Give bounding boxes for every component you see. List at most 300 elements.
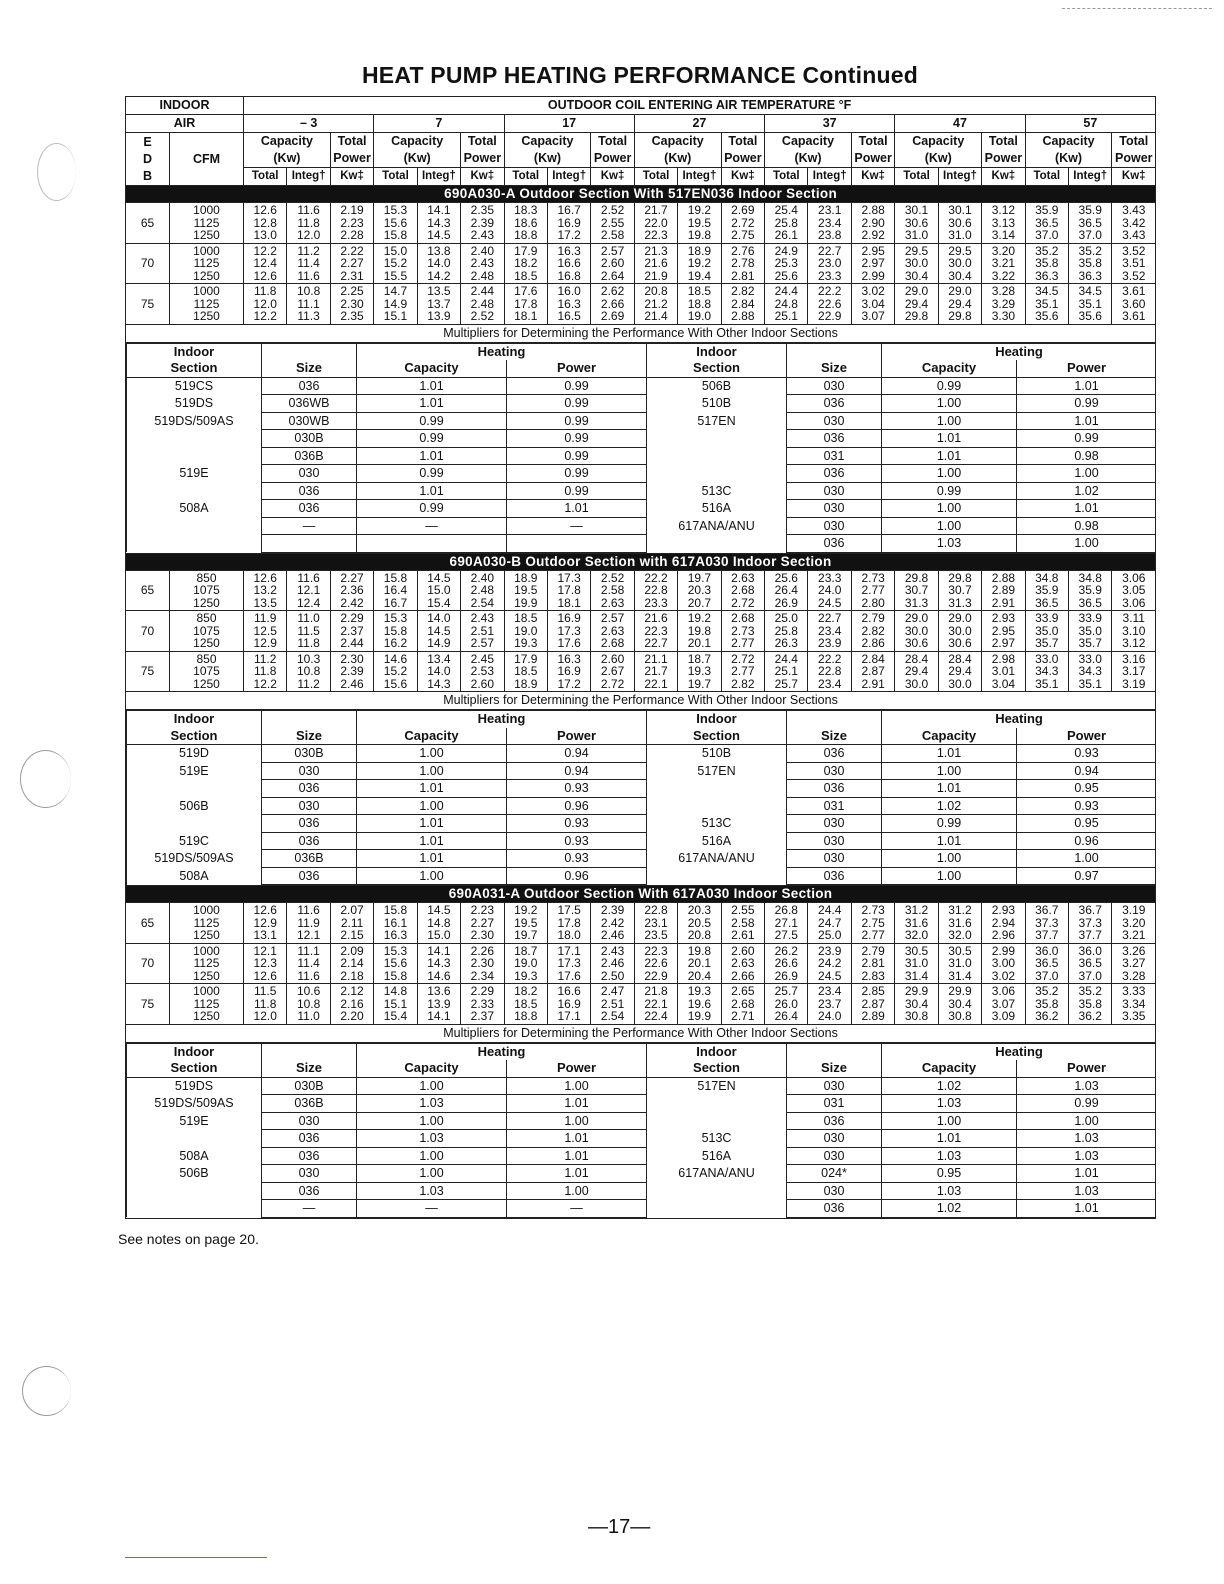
performance-values	[1112, 651, 1156, 692]
performance-value: 2.57	[600, 611, 625, 625]
multiplier-value: 030	[262, 1112, 357, 1130]
performance-value: 15.8	[383, 968, 408, 983]
performance-value: 2.62	[600, 284, 625, 298]
performance-values	[461, 611, 504, 652]
performance-value: 25.0	[774, 611, 798, 625]
performance-value: 15.3	[383, 943, 408, 958]
performance-value: 30.6	[948, 215, 972, 230]
performance-value: 2.30	[470, 928, 494, 942]
multiplier-value: 036	[787, 465, 882, 483]
multiplier-value: 1.01	[1017, 1200, 1156, 1218]
data-row	[126, 284, 1156, 325]
cfm-value: 1250	[193, 268, 220, 283]
mult-header-blank	[787, 711, 882, 728]
performance-value: 2.78	[731, 256, 755, 270]
performance-value: 19.4	[687, 268, 712, 283]
performance-value: 30.4	[904, 268, 929, 283]
performance-value: 14.9	[383, 296, 408, 311]
performance-values	[504, 943, 547, 984]
performance-value: 25.6	[774, 268, 798, 283]
performance-value: 11.0	[297, 611, 320, 625]
performance-value: 23.5	[644, 928, 668, 942]
multiplier-value: 036	[262, 832, 357, 850]
multiplier-value: 030	[787, 1147, 882, 1165]
performance-value: 35.0	[1078, 623, 1102, 638]
performance-value: 2.27	[340, 256, 364, 270]
performance-value: 22.3	[644, 943, 668, 958]
performance-values	[721, 984, 764, 1025]
multiplier-value: 1.01	[882, 780, 1017, 798]
performance-value: 16.7	[557, 203, 581, 217]
multiplier-value	[262, 535, 357, 553]
section-band-title: 690A030-A Outdoor Section With 517EN036 Indoor Section	[126, 186, 1156, 203]
performance-value: 2.33	[470, 996, 494, 1011]
performance-value: 18.7	[687, 651, 712, 666]
performance-values	[244, 903, 287, 944]
performance-value: 12.1	[253, 943, 277, 958]
performance-values	[895, 984, 938, 1025]
performance-values	[417, 903, 460, 944]
performance-value: 2.75	[731, 228, 755, 242]
multiplier-value: 1.00	[882, 517, 1017, 535]
performance-value: 23.4	[818, 984, 842, 998]
multipliers-table-cell	[126, 342, 1156, 553]
performance-values	[721, 570, 764, 611]
performance-value: 15.4	[427, 595, 451, 610]
multiplier-value: 0.99	[882, 377, 1017, 395]
multipliers-table	[126, 710, 1156, 885]
multiplier-value: —	[507, 517, 647, 535]
performance-value: 2.22	[340, 243, 364, 258]
performance-value: 22.8	[644, 583, 668, 597]
header-kw-label: (Kw)	[533, 151, 561, 165]
performance-value: 2.98	[991, 651, 1016, 666]
performance-value: 2.26	[470, 943, 494, 958]
performance-values	[374, 570, 417, 611]
header-row-subcolumns	[126, 168, 1156, 186]
performance-value: 29.4	[948, 664, 972, 678]
performance-value: 3.14	[991, 228, 1016, 242]
section-band-row	[126, 553, 1156, 570]
performance-value: 25.8	[774, 623, 798, 638]
performance-values	[1025, 203, 1068, 244]
performance-values	[895, 943, 938, 984]
performance-value: 2.39	[340, 664, 364, 678]
performance-value: 2.34	[470, 968, 494, 983]
performance-values	[895, 284, 938, 325]
performance-value: 29.8	[948, 309, 972, 323]
performance-value: 13.2	[253, 583, 277, 597]
multiplier-row	[127, 395, 1156, 413]
multiplier-value: 1.02	[882, 797, 1017, 815]
multiplier-row	[127, 745, 1156, 763]
multiplier-value: 0.99	[507, 430, 647, 448]
multiplier-row	[127, 1130, 1156, 1148]
performance-value: 29.9	[904, 984, 929, 998]
performance-value: 14.8	[427, 915, 451, 930]
performance-value: 14.3	[427, 956, 451, 970]
scan-bottom-line	[125, 1557, 267, 1558]
performance-value: 18.8	[687, 296, 712, 311]
performance-value: 12.1	[296, 583, 321, 597]
multiplier-value: 1.01	[357, 832, 507, 850]
performance-values	[634, 943, 677, 984]
performance-value: 28.4	[904, 651, 929, 666]
cfm-value: 1125	[193, 996, 220, 1011]
performance-values	[244, 243, 287, 284]
multiplier-value: 1.01	[507, 1165, 647, 1183]
header-total-power	[1112, 133, 1156, 168]
performance-value: 2.53	[470, 664, 494, 678]
performance-values	[895, 611, 938, 652]
performance-values	[287, 651, 330, 692]
cfm-value: 1250	[193, 928, 220, 942]
performance-value: 19.9	[514, 595, 538, 610]
header-kw-label: (Kw)	[794, 151, 822, 165]
cfm-value: 1000	[193, 243, 220, 258]
performance-value: 3.09	[991, 1009, 1016, 1023]
multiplier-value	[507, 535, 647, 553]
performance-value: 2.40	[470, 243, 494, 258]
performance-value: 3.60	[1122, 296, 1146, 311]
performance-values	[374, 903, 417, 944]
performance-value: 3.34	[1122, 996, 1146, 1011]
multiplier-value: 1.03	[882, 535, 1017, 553]
performance-values	[765, 284, 808, 325]
performance-values	[504, 984, 547, 1025]
multiplier-value: 510B	[647, 745, 787, 763]
mult-header-section: Section	[127, 728, 262, 745]
multiplier-value: 508A	[127, 1147, 262, 1165]
mult-header-indoor: Indoor	[127, 1043, 262, 1060]
performance-values	[287, 984, 330, 1025]
performance-value: 2.88	[861, 203, 885, 217]
multiplier-value: 1.00	[882, 867, 1017, 885]
performance-value: 2.63	[600, 623, 625, 638]
multiplier-value: 030	[787, 482, 882, 500]
performance-value: 36.0	[1035, 943, 1059, 958]
performance-values	[721, 903, 764, 944]
multiplier-value: 1.01	[1017, 1165, 1156, 1183]
performance-value: 2.68	[731, 611, 755, 625]
header-sub-integrated: Integ†	[287, 168, 330, 186]
multiplier-value	[647, 447, 787, 465]
performance-value: 11.1	[297, 943, 320, 958]
performance-value: 2.42	[340, 595, 364, 610]
performance-value: 30.0	[904, 256, 929, 270]
cfm-values	[170, 203, 244, 244]
performance-value: 17.9	[514, 243, 538, 258]
multiplier-value	[127, 1200, 262, 1218]
performance-values	[330, 570, 373, 611]
multipliers-title: Multipliers for Determining the Performance With Other Indoor Sections	[126, 692, 1156, 710]
performance-value: 12.8	[253, 215, 277, 230]
performance-values	[504, 570, 547, 611]
multiplier-value: 519DS/509AS	[127, 412, 262, 430]
performance-value: 19.5	[687, 215, 712, 230]
performance-value: 24.4	[774, 284, 798, 298]
header-temp-2: 17	[504, 115, 634, 133]
performance-value: 20.3	[687, 903, 712, 917]
multiplier-value: 1.03	[882, 1147, 1017, 1165]
performance-values	[547, 570, 590, 611]
performance-value: 3.13	[991, 215, 1016, 230]
performance-value: 19.2	[687, 611, 712, 625]
multiplier-value: 1.00	[357, 762, 507, 780]
multiplier-value: 519DS/509AS	[127, 1095, 262, 1113]
edb-value: 65	[126, 570, 170, 611]
performance-value: 3.29	[991, 296, 1016, 311]
performance-value: 3.06	[991, 984, 1016, 998]
performance-values	[461, 570, 504, 611]
performance-value: 34.5	[1035, 284, 1059, 298]
performance-values	[721, 651, 764, 692]
performance-value: 30.6	[904, 215, 929, 230]
multiplier-value: 617ANA/ANU	[647, 1165, 787, 1183]
performance-values	[374, 284, 417, 325]
performance-values	[244, 651, 287, 692]
performance-value: 17.6	[557, 968, 581, 983]
performance-value: 23.4	[818, 623, 842, 638]
performance-value: 2.93	[991, 903, 1016, 917]
performance-value: 18.5	[687, 284, 712, 298]
cfm-value: 1125	[193, 915, 220, 930]
performance-values	[287, 284, 330, 325]
performance-value: 2.72	[731, 595, 755, 610]
performance-value: 17.8	[557, 583, 581, 597]
performance-value: 19.3	[514, 636, 538, 650]
performance-value: 2.94	[991, 915, 1016, 930]
performance-values	[547, 943, 590, 984]
mult-header-indoor: Indoor	[647, 343, 787, 360]
multiplier-value	[127, 815, 262, 833]
performance-value: 3.06	[1122, 570, 1146, 585]
performance-value: 12.0	[253, 1009, 277, 1023]
mult-header-capacity: Capacity	[357, 360, 507, 377]
multiplier-value	[127, 482, 262, 500]
multiplier-value: 1.00	[357, 745, 507, 763]
performance-value: 2.18	[340, 968, 364, 983]
performance-values	[417, 611, 460, 652]
multiplier-value: 1.02	[882, 1200, 1017, 1218]
mult-header-capacity: Capacity	[357, 728, 507, 745]
performance-value: 18.3	[514, 203, 538, 217]
header-sub-total: Total	[244, 168, 287, 186]
multiplier-value	[647, 430, 787, 448]
multiplier-value: 030	[787, 1182, 882, 1200]
performance-value: 36.7	[1035, 903, 1059, 917]
header-total-label: Total	[1119, 134, 1149, 148]
performance-value: 2.72	[731, 215, 755, 230]
performance-values	[1069, 243, 1112, 284]
performance-values	[808, 903, 851, 944]
performance-value: 22.7	[644, 636, 668, 650]
performance-value: 19.0	[514, 623, 538, 638]
multiplier-value: 031	[787, 447, 882, 465]
multiplier-value	[647, 867, 787, 885]
performance-values	[547, 903, 590, 944]
performance-value: 21.4	[644, 309, 668, 323]
performance-value: 36.7	[1078, 903, 1102, 917]
header-sub-total: Total	[504, 168, 547, 186]
performance-value: 2.14	[340, 956, 364, 970]
performance-values	[244, 203, 287, 244]
multiplier-value: 1.00	[357, 1077, 507, 1095]
performance-value: 37.0	[1078, 968, 1102, 983]
performance-value: 36.3	[1078, 268, 1102, 283]
multipliers-header-row	[127, 728, 1156, 745]
header-sub-total: Total	[634, 168, 677, 186]
performance-value: 2.89	[861, 1009, 885, 1023]
performance-value: 2.91	[861, 676, 885, 691]
performance-values	[244, 284, 287, 325]
performance-value: 17.1	[557, 1009, 581, 1023]
performance-value: 3.28	[1122, 968, 1146, 983]
header-row-temperatures	[126, 115, 1156, 133]
performance-values	[504, 284, 547, 325]
multiplier-value: 1.01	[357, 377, 507, 395]
edb-value: 75	[126, 284, 170, 325]
multiplier-value: 1.03	[882, 1095, 1017, 1113]
multiplier-value: 1.03	[357, 1095, 507, 1113]
performance-value: 15.3	[383, 611, 408, 625]
performance-value: 19.2	[514, 903, 538, 917]
multiplier-value: 1.01	[507, 500, 647, 518]
performance-value: 14.5	[427, 570, 451, 585]
performance-value: 2.44	[340, 636, 364, 650]
performance-value: 3.07	[861, 309, 885, 323]
multiplier-value	[647, 797, 787, 815]
performance-value: 19.9	[687, 1009, 712, 1023]
multiplier-value	[647, 535, 787, 553]
performance-value: 21.7	[644, 203, 668, 217]
performance-values	[938, 903, 981, 944]
performance-value: 2.91	[991, 595, 1016, 610]
performance-value: 15.0	[427, 928, 451, 942]
multiplier-value: 030	[787, 850, 882, 868]
performance-values	[765, 943, 808, 984]
performance-value: 29.9	[948, 984, 972, 998]
performance-values	[895, 903, 938, 944]
performance-value: 10.8	[296, 664, 321, 678]
performance-value: 19.8	[687, 228, 712, 242]
performance-value: 18.6	[514, 215, 538, 230]
performance-value: 35.1	[1078, 676, 1102, 691]
performance-value: 26.4	[774, 583, 798, 597]
performance-values	[982, 903, 1025, 944]
performance-values	[851, 243, 894, 284]
multiplier-value: 508A	[127, 500, 262, 518]
multipliers-header-row	[127, 1043, 1156, 1060]
performance-value: 15.2	[383, 664, 408, 678]
multipliers-table	[126, 343, 1156, 553]
performance-values	[591, 611, 634, 652]
performance-value: 2.20	[340, 1009, 364, 1023]
performance-value: 29.0	[904, 284, 929, 298]
performance-value: 2.60	[470, 676, 494, 691]
performance-value: 3.43	[1122, 228, 1146, 242]
performance-value: 11.9	[297, 915, 320, 930]
performance-value: 12.6	[253, 203, 277, 217]
performance-value: 2.88	[731, 309, 755, 323]
performance-value: 37.3	[1035, 915, 1059, 930]
performance-value: 2.43	[600, 943, 625, 958]
performance-values	[1069, 203, 1112, 244]
multiplier-value: 617ANA/ANU	[647, 850, 787, 868]
performance-value: 3.21	[1122, 928, 1146, 942]
performance-values	[808, 943, 851, 984]
multiplier-value: —	[507, 1200, 647, 1218]
performance-value: 2.29	[340, 611, 364, 625]
multiplier-value: 030	[787, 500, 882, 518]
performance-value: 16.1	[383, 915, 408, 930]
performance-value: 2.07	[340, 903, 364, 917]
header-sub-integrated: Integ†	[938, 168, 981, 186]
performance-values	[938, 570, 981, 611]
mult-header-power: Power	[507, 728, 647, 745]
performance-value: 12.9	[253, 915, 277, 930]
performance-value: 19.3	[687, 984, 712, 998]
performance-value: 35.2	[1078, 984, 1102, 998]
performance-value: 25.4	[774, 203, 798, 217]
performance-value: 22.3	[644, 623, 668, 638]
performance-value: 2.81	[861, 956, 885, 970]
mult-header-blank	[787, 343, 882, 360]
performance-values	[765, 903, 808, 944]
performance-values	[330, 651, 373, 692]
performance-value: 19.2	[687, 203, 712, 217]
multiplier-value: 0.93	[507, 832, 647, 850]
performance-values	[808, 570, 851, 611]
performance-value: 15.0	[427, 583, 451, 597]
performance-value: 35.8	[1078, 996, 1102, 1011]
performance-value: 16.3	[383, 928, 408, 942]
cfm-value: 1000	[193, 203, 220, 217]
performance-value: 3.42	[1122, 215, 1146, 230]
header-capacity	[504, 133, 591, 168]
performance-value: 21.1	[644, 651, 668, 666]
multiplier-row	[127, 815, 1156, 833]
performance-value: 22.8	[818, 664, 842, 678]
cfm-value: 1075	[193, 583, 220, 597]
performance-values	[374, 203, 417, 244]
performance-value: 34.5	[1078, 284, 1102, 298]
performance-value: 24.5	[818, 595, 842, 610]
multipliers-table-cell	[126, 710, 1156, 886]
performance-value: 16.9	[557, 611, 581, 625]
multiplier-value: 0.99	[1017, 395, 1156, 413]
performance-value: 23.8	[818, 228, 842, 242]
cfm-value: 1250	[193, 636, 220, 650]
performance-values	[374, 243, 417, 284]
multiplier-value: 513C	[647, 482, 787, 500]
performance-value: 35.1	[1035, 296, 1059, 311]
multiplier-value: 1.01	[1017, 500, 1156, 518]
multiplier-value: 1.00	[507, 1112, 647, 1130]
multiplier-value: 1.02	[882, 1077, 1017, 1095]
performance-values	[678, 611, 721, 652]
performance-value: 2.27	[340, 570, 364, 585]
performance-value: 11.4	[297, 256, 320, 270]
multiplier-value	[127, 517, 262, 535]
performance-value: 2.60	[600, 651, 625, 666]
performance-value: 14.5	[427, 903, 451, 917]
multiplier-row	[127, 465, 1156, 483]
performance-value: 11.0	[297, 1009, 320, 1023]
performance-value: 31.6	[904, 915, 929, 930]
performance-value: 2.82	[861, 623, 885, 638]
cfm-value: 850	[196, 651, 217, 666]
